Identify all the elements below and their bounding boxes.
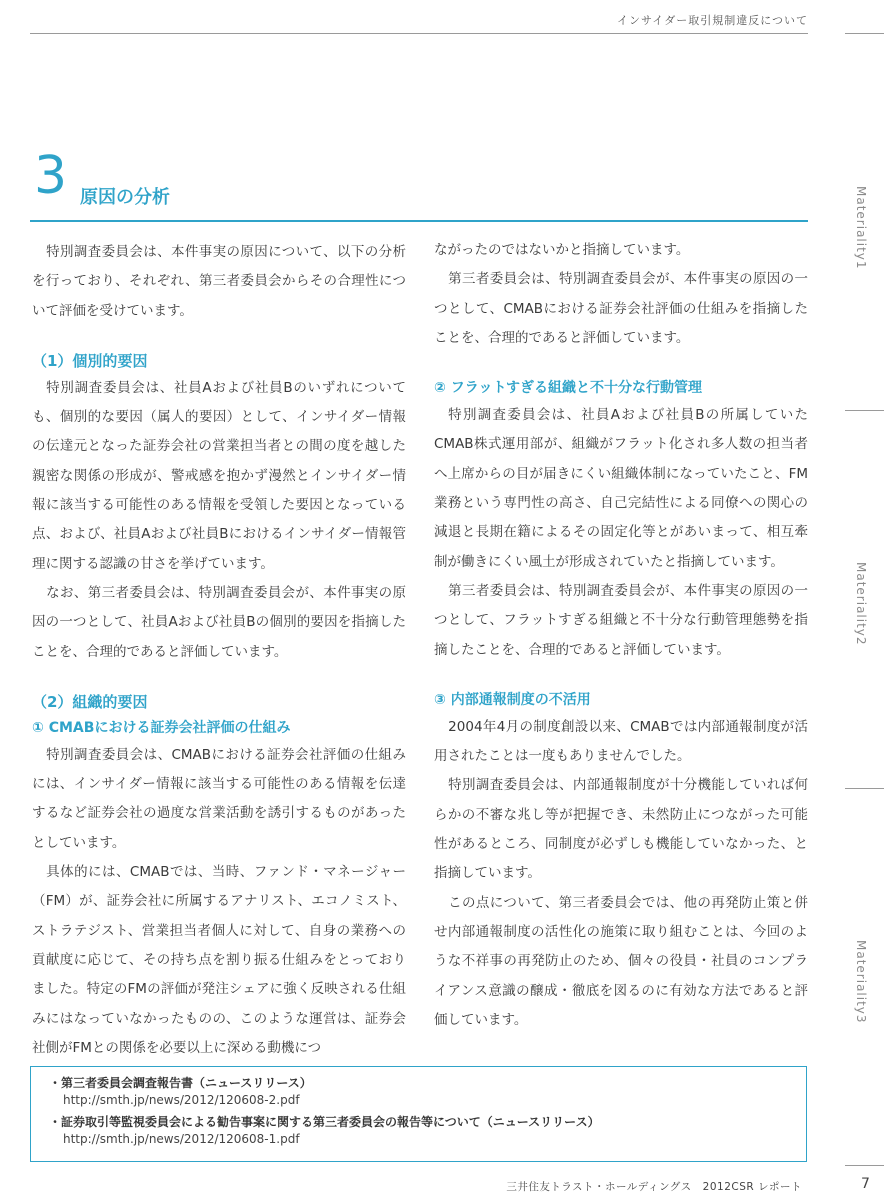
intro-paragraph: 特別調査委員会は、本件事実の原因について、以下の分析を行っており、それぞれ、第三者委員会からその合理性について評価を受けています。 xyxy=(32,244,406,319)
paragraph: 特別調査委員会は、社員Aおよび社員Bのいずれについても、個別的な要因（属人的要因）として、インサイダー情報の伝達元となった証券会社の営業担当者との間の度を越した親密な関係の形成が、警戒感を抱かず漫然とインサイダー情報に該当する可能性のある情報を受領した要因となっている点、および、社員Aおよび社員Bにおけるインサイダー情報管理に関する認識の甘さを挙げています。 xyxy=(32,379,406,572)
section-number: 3 xyxy=(34,146,68,206)
subheading-whistleblowing: ③ 内部通報制度の不活用 xyxy=(434,691,591,708)
subheading-flat-organization: ② フラットすぎる組織と不十分な行動管理 xyxy=(434,380,703,397)
paragraph: 第三者委員会は、特別調査委員会が、本件事実の原因の一つとして、フラットすぎる組織と不十分な行動管理態勢を指摘したことを、合理的であると評価しています。 xyxy=(434,582,808,658)
section-title: 原因の分析 xyxy=(80,187,170,208)
footer-org-name: 三井住友トラスト・ホールディングス 2012CSR レポート xyxy=(506,1181,802,1193)
sidebar-tick xyxy=(845,410,884,411)
right-column xyxy=(434,236,808,1035)
paragraph: この点について、第三者委員会では、他の再発防止策と併せ内部通報制度の活性化の施策に取り組むことは、今回のような不祥事の再発防止のため、個々の役員・社員のコンプライアンス意識の醸成・徹底を図るのに有効な方法であると評価しています。 xyxy=(434,894,808,1028)
paragraph: 第三者委員会は、特別調査委員会が、本件事実の原因の一つとして、CMABにおける証券会社評価の仕組みを指摘したことを、合理的であると評価しています。 xyxy=(434,271,808,346)
paragraph: 特別調査委員会は、CMABにおける証券会社評価の仕組みには、インサイダー情報に該当する可能性のある情報を伝達するなど証券会社の過度な営業活動を誘引するものがあったとしています。 xyxy=(32,746,406,851)
sidebar-label-materiality2: Materiality2 xyxy=(854,562,868,646)
sidebar-tick xyxy=(845,33,884,34)
sidebar-tick xyxy=(845,788,884,789)
sidebar-label-materiality3: Materiality3 xyxy=(854,940,868,1024)
heading-individual-factors: （1）個別的要因 xyxy=(32,351,148,370)
reference-box xyxy=(30,1066,807,1162)
page-number: 7 xyxy=(861,1176,870,1192)
paragraph: 2004年4月の制度創設以来、CMABでは内部通報制度が活用されたことは一度もありませんでした。 xyxy=(434,718,808,765)
section-rule xyxy=(30,220,808,222)
left-column xyxy=(32,238,406,1063)
sidebar-label-materiality1: Materiality1 xyxy=(854,186,868,270)
header-rule xyxy=(30,33,808,34)
reference-title: ・証券取引等監視委員会による勧告事案に関する第三者委員会の報告等について（ニュースリリース） xyxy=(49,1115,600,1129)
reference-link[interactable]: http://smth.jp/news/2012/120608-1.pdf xyxy=(63,1132,300,1146)
paragraph: 具体的には、CMABでは、当時、ファンド・マネージャー（FM）が、証券会社に所属するアナリスト、エコノミスト、ストラテジスト、営業担当者個人に対して、自身の業務への貢献度に応じて、その持ち点を割り振る仕組みをとっておりました。特定のFMの評価が発注シェアに強く反映される仕組みにはなっていなかったものの、このような運営は、証券会社側がFMとの関係を必要以上に深める動機につ xyxy=(32,864,406,1056)
reference-title: ・第三者委員会調査報告書（ニュースリリース） xyxy=(49,1076,312,1090)
paragraph: 特別調査委員会は、社員Aおよび社員Bの所属していたCMAB株式運用部が、組織がフラット化され多人数の担当者へ上席からの目が届きにくい組織体制になっていたこと、FM業務という専門性の高さ、自己完結性による同僚への関心の減退と長期在籍によるその固定化等とがあいまって、相互牽制が働きにくい風土が形成されていたと指摘しています。 xyxy=(434,407,808,570)
paragraph: なお、第三者委員会は、特別調査委員会が、本件事実の原因の一つとして、社員Aおよび社員Bの個別的要因を指摘したことを、合理的であると評価しています。 xyxy=(32,584,406,660)
paragraph: 特別調査委員会は、内部通報制度が十分機能していれば何らかの不審な兆し等が把握でき、未然防止につながった可能性があるところ、同制度が必ずしも機能していなかった、と指摘しています。 xyxy=(434,777,808,882)
sidebar-tick xyxy=(845,1165,884,1166)
paragraph-continued: ながったのではないかと指摘しています。 xyxy=(434,242,690,258)
reference-link[interactable]: http://smth.jp/news/2012/120608-2.pdf xyxy=(63,1093,300,1107)
heading-organizational-factors: （2）組織的要因 xyxy=(32,692,148,711)
running-header: インサイダー取引規制違反について xyxy=(616,14,808,27)
subheading-cmab-evaluation: ① CMABにおける証券会社評価の仕組み xyxy=(32,719,291,736)
